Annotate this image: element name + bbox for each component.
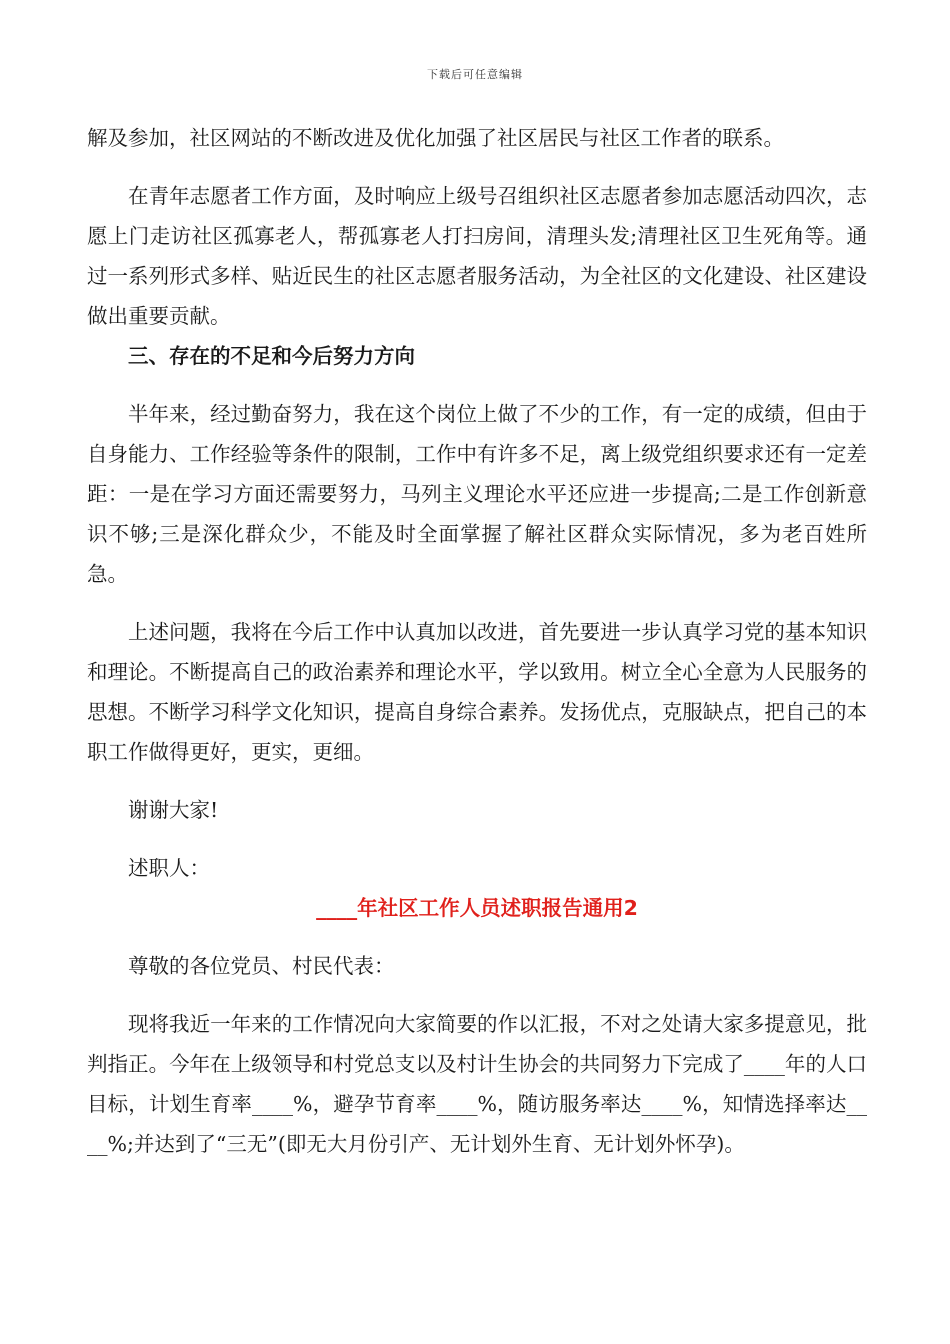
page-header-note: 下载后可任意编辑 [427,68,523,81]
paragraph-work-report: 现将我近一年来的工作情况向大家简要的作以汇报，不对之处请大家多提意见，批判指正。今年在上级领导和村党总支以及村计生协会的共同努力下完成了____年的人口目标，计划生育率____%，避孕节育率____%，随访服务率达____%，知情选择率达____%;并达到了“三无”(即无大月份引产、无计划外生育、无计划外怀孕)。 [87,1012,867,1156]
thanks-line: 谢谢大家! [128,798,219,822]
paragraph-continuation: 解及参加，社区网站的不断改进及优化加强了社区居民与社区工作者的联系。 [87,126,784,150]
paragraph-half-year-review: 半年来，经过勤奋努力，我在这个岗位上做了不少的工作，有一定的成绩，但由于自身能力、工作经验等条件的限制，工作中有许多不足，离上级党组织要求还有一定差距：一是在学习方面还需要努力，马列主义理论水平还应进一步提高;二是工作创新意识不够;三是深化群众少，不能及时全面掌握了解社区群众实际情况，多为老百姓所急。 [87,402,867,586]
greeting-line: 尊敬的各位党员、村民代表： [128,954,395,978]
section-heading-shortcomings: 三、存在的不足和今后努力方向 [128,344,415,368]
paragraph-volunteer-work: 在青年志愿者工作方面，及时响应上级号召组织社区志愿者参加志愿活动四次，志愿上门走访社区孤寡老人，帮孤寡老人打扫房间，清理头发;清理社区卫生死角等。通过一系列形式多样、贴近民生的社区志愿者服务活动，为全社区的文化建设、社区建设做出重要贡献。 [87,184,867,328]
document-body [87,118,867,1164]
signer-line: 述职人： [128,856,210,880]
paragraph-improvement-plan: 上述问题，我将在今后工作中认真加以改进，首先要进一步认真学习党的基本知识和理论。不断提高自己的政治素养和理论水平，学以致用。树立全心全意为人民服务的思想。不断学习科学文化知识，提高自身综合素养。发扬优点，克服缺点，把自己的本职工作做得更好，更实，更细。 [87,620,867,764]
report-title-2: ____年社区工作人员述职报告通用2 [316,896,638,920]
